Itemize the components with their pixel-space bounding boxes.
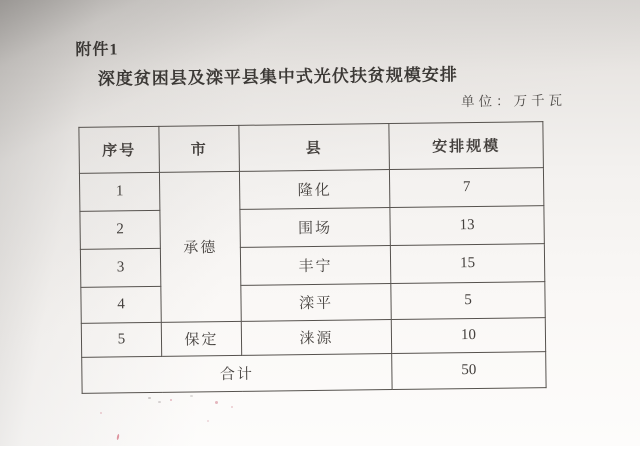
- cell-city-chengde: 承德: [159, 171, 241, 322]
- table-row: [81, 282, 545, 324]
- total-value: 50: [392, 352, 546, 390]
- gray-speckle: [158, 401, 161, 403]
- attachment-label: 附件1: [75, 41, 119, 59]
- cell-no-2: 2: [80, 210, 160, 249]
- unit-note: 单位：万千瓦: [461, 92, 567, 110]
- col-header-county: 县: [239, 124, 390, 172]
- col-header-city: 市: [159, 125, 240, 172]
- cell-county-fengning: 丰宁: [240, 246, 390, 286]
- cell-county-weichang: 围场: [240, 208, 390, 248]
- cell-no-1: 1: [79, 172, 159, 211]
- cell-scale-2: 13: [390, 206, 544, 246]
- red-speckle: [207, 420, 209, 422]
- cell-scale-3: 15: [390, 244, 544, 284]
- cell-no-5: 5: [81, 322, 161, 357]
- cell-scale-5: 10: [391, 318, 545, 354]
- cell-county-laiyuan: 涞源: [241, 320, 391, 356]
- total-row: [82, 352, 546, 394]
- table-row: [81, 318, 545, 358]
- cell-scale-4: 5: [391, 282, 545, 320]
- allocation-table: [78, 121, 546, 394]
- red-speckle: [215, 401, 218, 404]
- cell-no-4: 4: [81, 286, 161, 323]
- gray-speckle: [148, 397, 151, 399]
- table-row: [80, 244, 544, 288]
- cell-county-longhua: 隆化: [239, 170, 389, 210]
- header-row: [79, 122, 544, 174]
- gray-speckle: [190, 395, 193, 397]
- col-header-scale: 安排规模: [389, 122, 544, 170]
- col-header-no: 序号: [79, 126, 160, 173]
- cell-city-baoding: 保定: [161, 321, 241, 356]
- red-speckle: [170, 399, 172, 401]
- cell-scale-1: 7: [389, 168, 543, 208]
- cell-county-luanping: 滦平: [241, 284, 391, 322]
- cell-no-3: 3: [80, 248, 160, 287]
- red-speckle: [231, 406, 233, 408]
- total-label: 合计: [82, 354, 392, 394]
- document-title: 深度贫困县及滦平县集中式光伏扶贫规模安排: [97, 65, 458, 89]
- table-row: [79, 168, 543, 212]
- table-row: [80, 206, 544, 250]
- red-speckle: [100, 412, 102, 414]
